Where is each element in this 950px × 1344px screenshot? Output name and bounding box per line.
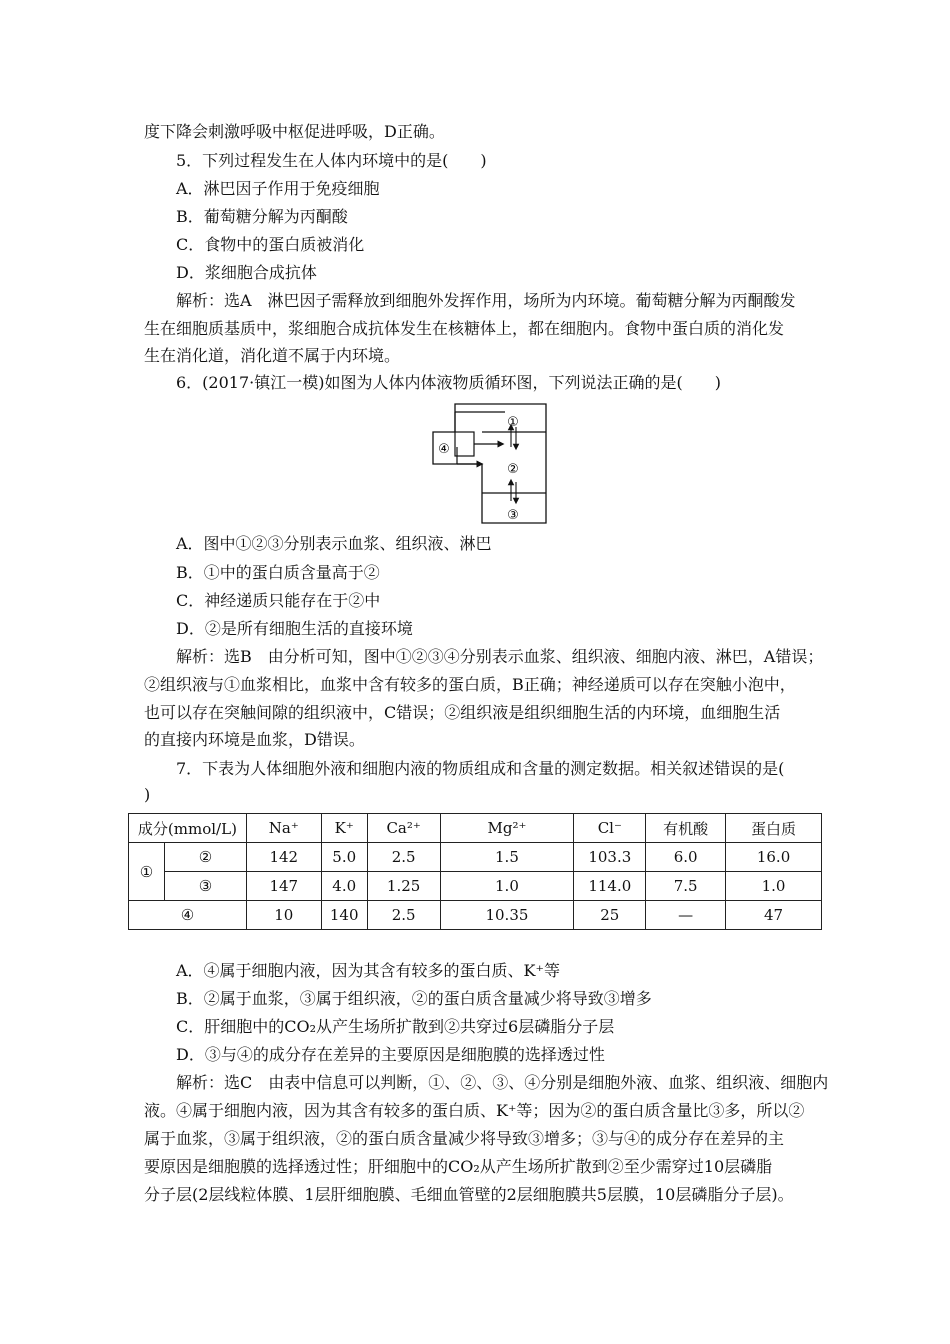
q6-option-b: B．①中的蛋白质含量高于② [176, 563, 380, 582]
table-cell: ③ [164, 872, 246, 901]
table-cell: — [646, 901, 726, 930]
table-row [129, 901, 822, 930]
table-cell: 1.0 [440, 872, 574, 901]
q6-analysis: 也可以存在突触间隙的组织液中，C错误；②组织液是组织细胞生活的内环境，血细胞生活 [144, 703, 781, 722]
table-cell: 47 [726, 901, 822, 930]
q5-option-c: C．食物中的蛋白质被消化 [176, 235, 365, 254]
header-cell: 成分(mmol/L) [129, 814, 247, 843]
table-cell: ② [164, 843, 246, 872]
diagram-label-3: ③ [507, 508, 519, 523]
table-cell: 6.0 [646, 843, 726, 872]
diagram-label-1: ① [507, 415, 519, 430]
body-fluid-diagram [425, 402, 550, 526]
header-cell: 有机酸 [646, 814, 726, 843]
q7-analysis: 解析：选C 由表中信息可以判断，①、②、③、④分别是细胞外液、血浆、组织液、细胞内 [176, 1073, 829, 1092]
q5-analysis: 生在细胞质基质中，浆细胞合成抗体发生在核糖体上，都在细胞内。食物中蛋白质的消化发 [144, 319, 785, 338]
q7-analysis: 属于血浆，③属于组织液，②的蛋白质含量减少将导致③增多；③与④的成分存在差异的主 [144, 1129, 785, 1148]
table-cell: 140 [321, 901, 367, 930]
text-line: 度下降会刺激呼吸中枢促进呼吸，D正确。 [144, 122, 445, 141]
table-cell: 1.25 [367, 872, 440, 901]
table-cell: 1.0 [726, 872, 822, 901]
q6-option-a: A．图中①②③分别表示血浆、组织液、淋巴 [176, 534, 492, 553]
question-7-paren: ) [144, 785, 151, 804]
diagram-label-4: ④ [438, 442, 450, 457]
table-cell: 10 [246, 901, 321, 930]
table-row [129, 872, 822, 901]
q6-analysis: ②组织液与①血浆相比，血浆中含有较多的蛋白质，B正确；神经递质可以存在突触小泡中， [144, 675, 796, 694]
header-cell: K⁺ [321, 814, 367, 843]
table-cell: 5.0 [321, 843, 367, 872]
q5-option-b: B．葡萄糖分解为丙酮酸 [176, 207, 348, 226]
table-cell: 147 [246, 872, 321, 901]
table-header-row [129, 814, 822, 843]
table-row [129, 843, 822, 872]
table-cell: 1.5 [440, 843, 574, 872]
table-cell: 103.3 [574, 843, 646, 872]
q6-option-c: C．神经递质只能存在于②中 [176, 591, 381, 610]
q7-analysis: 要原因是细胞膜的选择透过性；肝细胞中的CO₂从产生场所扩散到②至少需穿过10层磷脂 [144, 1157, 773, 1176]
table-cell: 25 [574, 901, 646, 930]
q5-analysis: 解析：选A 淋巴因子需释放到细胞外发挥作用，场所为内环境。葡萄糖分解为丙酮酸发 [176, 291, 796, 310]
header-cell: Na⁺ [246, 814, 321, 843]
fluid-composition-table [128, 813, 822, 930]
q7-analysis: 液。④属于细胞内液，因为其含有较多的蛋白质、K⁺等；因为②的蛋白质含量比③多，所以② [144, 1101, 805, 1120]
q5-option-a: A．淋巴因子作用于免疫细胞 [176, 179, 380, 198]
q7-option-a: A．④属于细胞内液，因为其含有较多的蛋白质、K⁺等 [176, 961, 560, 980]
table-cell: 2.5 [367, 843, 440, 872]
table-cell: 142 [246, 843, 321, 872]
header-cell: Mg²⁺ [440, 814, 574, 843]
table-cell: 114.0 [574, 872, 646, 901]
q7-option-b: B．②属于血浆，③属于组织液，②的蛋白质含量减少将导致③增多 [176, 989, 652, 1008]
group-label-cell: ① [129, 843, 165, 901]
q6-option-d: D．②是所有细胞生活的直接环境 [176, 619, 413, 638]
q6-analysis: 的直接内环境是血浆，D错误。 [144, 730, 365, 749]
q6-analysis: 解析：选B 由分析可知，图中①②③④分别表示血浆、组织液、细胞内液、淋巴，A错误； [176, 647, 824, 666]
q7-option-c: C．肝细胞中的CO₂从产生场所扩散到②共穿过6层磷脂分子层 [176, 1017, 615, 1036]
diagram-label-2: ② [507, 462, 519, 477]
table-cell: 2.5 [367, 901, 440, 930]
q5-analysis: 生在消化道，消化道不属于内环境。 [144, 346, 401, 365]
table-cell: 10.35 [440, 901, 574, 930]
header-cell: 蛋白质 [726, 814, 822, 843]
question-7: 7．下表为人体细胞外液和细胞内液的物质组成和含量的测定数据。相关叙述错误的是( [176, 759, 785, 778]
header-cell: Ca²⁺ [367, 814, 440, 843]
q5-option-d: D．浆细胞合成抗体 [176, 263, 317, 282]
table-cell: 4.0 [321, 872, 367, 901]
question-5: 5．下列过程发生在人体内环境中的是( ) [176, 151, 487, 170]
table-cell: 7.5 [646, 872, 726, 901]
table-cell: 16.0 [726, 843, 822, 872]
table-cell: ④ [129, 901, 247, 930]
q7-analysis: 分子层(2层线粒体膜、1层肝细胞膜、毛细血管壁的2层细胞膜共5层膜，10层磷脂分子层)。 [144, 1185, 794, 1204]
header-cell: Cl⁻ [574, 814, 646, 843]
question-6: 6．(2017·镇江一模)如图为人体内体液物质循环图，下列说法正确的是( ) [176, 373, 721, 392]
q7-option-d: D．③与④的成分存在差异的主要原因是细胞膜的选择透过性 [176, 1045, 605, 1064]
